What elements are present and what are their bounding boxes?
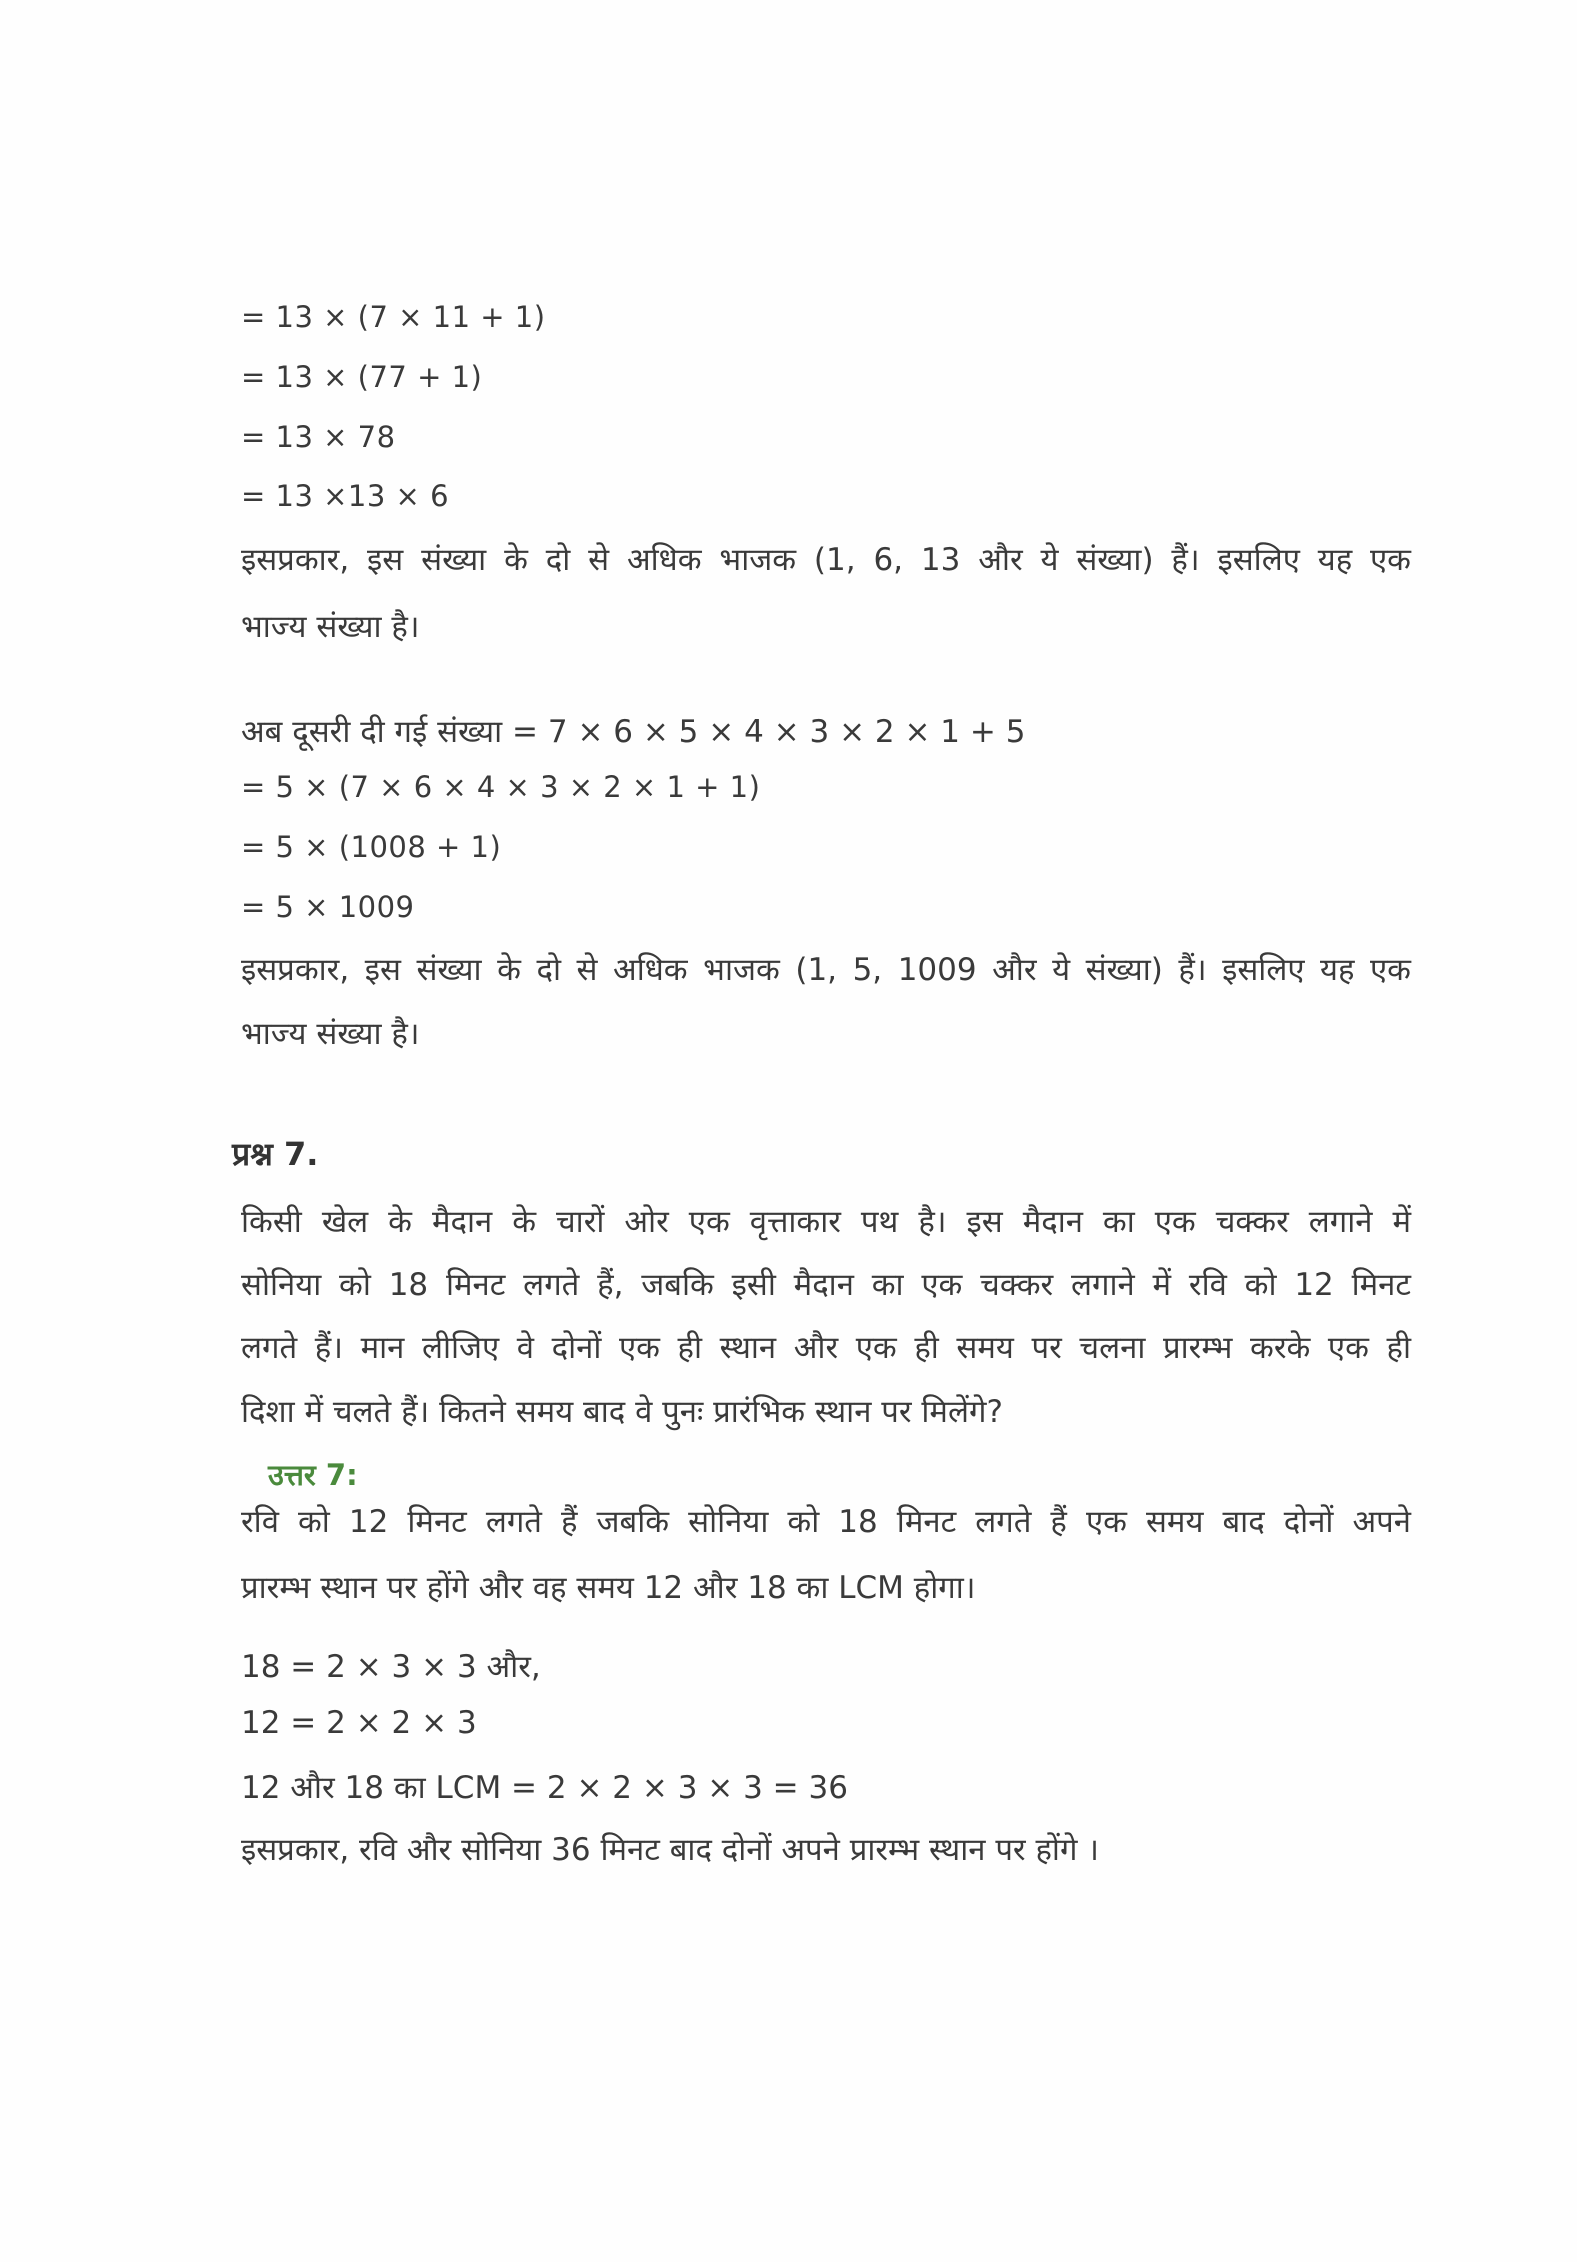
conclusion-text: इसप्रकार, इस संख्या के दो से अधिक भाजक (1, 5, 1009 और ये संख्या) हैं। इसलिए यह एक — [241, 952, 1411, 988]
math-step: = 13 ×13 × 6 — [241, 479, 450, 513]
answer-text: प्रारम्भ स्थान पर होंगे और वह समय 12 और 18 का LCM होगा। — [241, 1570, 976, 1606]
question-text: लगते हैं। मान लीजिए वे दोनों एक ही स्थान और एक ही समय पर चलना प्रारम्भ करके एक ही — [241, 1330, 1411, 1366]
math-step: 18 = 2 × 3 × 3 और, — [241, 1649, 541, 1685]
question-text: सोनिया को 18 मिनट लगते हैं, जबकि इसी मैदान का एक चक्कर लगाने में रवि को 12 मिनट — [241, 1267, 1411, 1303]
math-step: = 5 × (1008 + 1) — [241, 830, 502, 864]
math-step: = 13 × (7 × 11 + 1) — [241, 300, 546, 334]
conclusion-text: इसप्रकार, इस संख्या के दो से अधिक भाजक (1, 6, 13 और ये संख्या) हैं। इसलिए यह एक — [241, 542, 1411, 578]
question-heading: प्रश्न 7. — [232, 1135, 319, 1173]
math-step: = 13 × 78 — [241, 420, 396, 454]
question-text: दिशा में चलते हैं। कितने समय बाद वे पुनः प्रारंभिक स्थान पर मिलेंगे? — [241, 1394, 1003, 1430]
conclusion-text: भाज्य संख्या है। — [241, 1016, 420, 1052]
conclusion-text: भाज्य संख्या है। — [241, 609, 420, 645]
math-step: = 5 × (7 × 6 × 4 × 3 × 2 × 1 + 1) — [241, 770, 761, 804]
question-text: किसी खेल के मैदान के चारों ओर एक वृत्ताकार पथ है। इस मैदान का एक चक्कर लगाने में — [241, 1204, 1411, 1240]
math-step: 12 = 2 × 2 × 3 — [241, 1705, 477, 1741]
math-step: 12 और 18 का LCM = 2 × 2 × 3 × 3 = 36 — [241, 1770, 848, 1806]
math-step: = 5 × 1009 — [241, 890, 415, 924]
answer-conclusion: इसप्रकार, रवि और सोनिया 36 मिनट बाद दोनों अपने प्रारम्भ स्थान पर होंगे । — [241, 1832, 1100, 1868]
answer-heading: उत्तर 7: — [268, 1458, 358, 1492]
math-step: = 13 × (77 + 1) — [241, 360, 483, 394]
answer-text: रवि को 12 मिनट लगते हैं जबकि सोनिया को 18 मिनट लगते हैं एक समय बाद दोनों अपने — [241, 1504, 1411, 1540]
second-number-intro: अब दूसरी दी गई संख्या = 7 × 6 × 5 × 4 × 3 × 2 × 1 + 5 — [241, 714, 1026, 750]
